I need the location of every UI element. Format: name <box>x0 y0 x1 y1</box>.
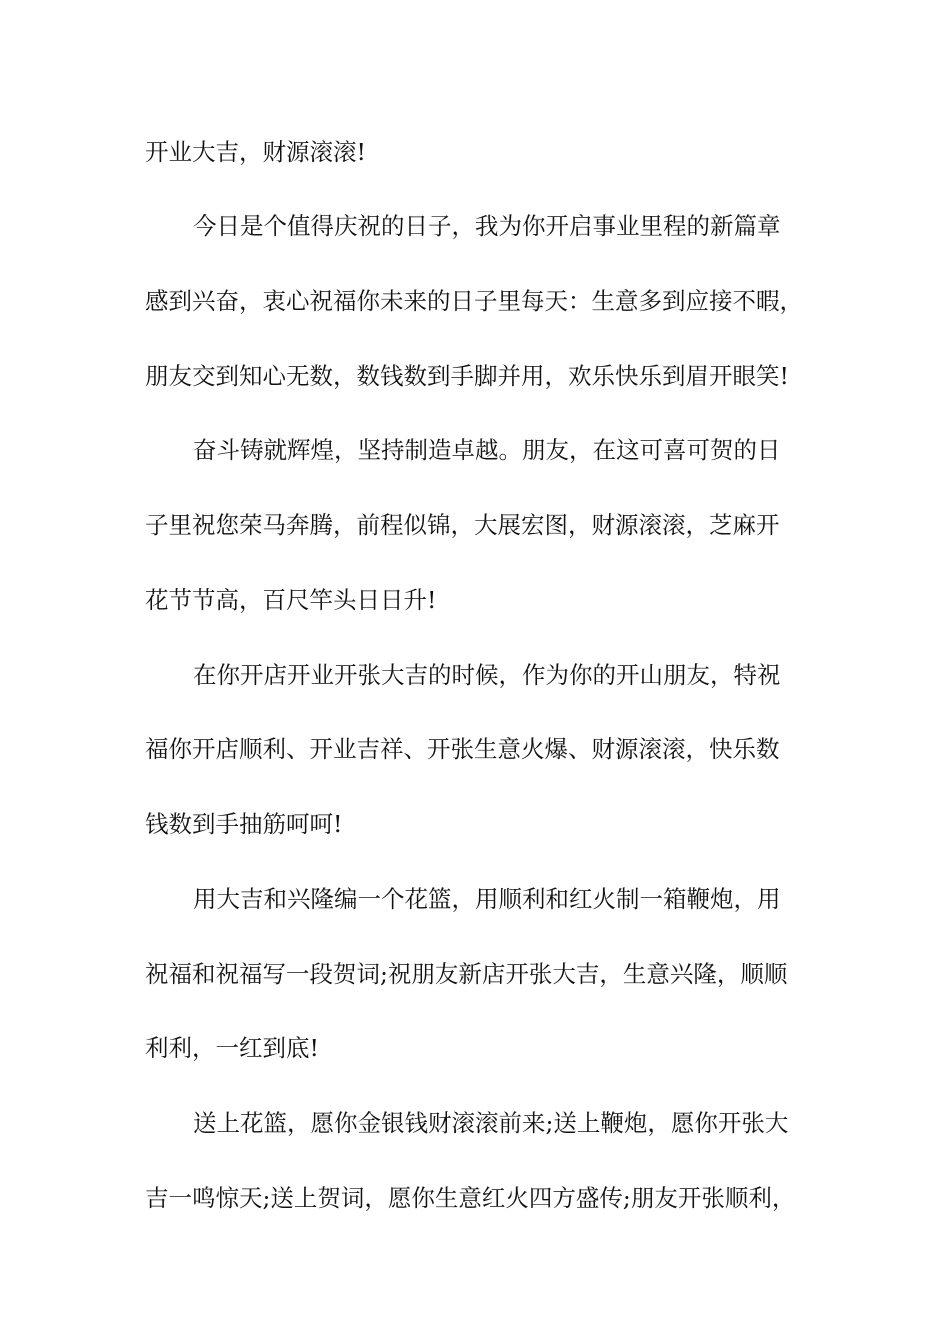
text-line: 感到兴奋，衷心祝福你未来的日子里每天：生意多到应接不暇， <box>145 287 803 315</box>
text-line: 吉一鸣惊天;送上贺词，愿你生意红火四方盛传;朋友开张顺利， <box>145 1184 796 1212</box>
text-line: 福你开店顺利、开业吉祥、开张生意火爆、财源滚滚，快乐数 <box>145 735 780 763</box>
text-line: 花节节高，百尺竿头日日升! <box>145 586 437 614</box>
paragraph-start-line: 在你开店开业开张大吉的时候，作为你的开山朋友，特祝 <box>193 661 781 689</box>
paragraph-start-line: 奋斗铸就辉煌，坚持制造卓越。朋友，在这可喜可贺的日 <box>193 436 781 464</box>
text-line: 祝福和祝福写一段贺词;祝朋友新店开张大吉，生意兴隆，顺顺 <box>145 960 788 988</box>
text-line: 钱数到手抽筋呵呵! <box>145 810 343 838</box>
paragraph-start-line: 用大吉和兴隆编一个花篮，用顺利和红火制一箱鞭炮，用 <box>193 885 781 913</box>
text-line: 子里祝您荣马奔腾，前程似锦，大展宏图，财源滚滚，芝麻开 <box>145 511 780 539</box>
text-line: 朋友交到知心无数，数钱数到手脚并用，欢乐快乐到眉开眼笑! <box>145 362 789 390</box>
text-line: 开业大吉，财源滚滚! <box>145 138 366 166</box>
text-line: 利利，一红到底! <box>145 1034 319 1062</box>
paragraph-start-line: 送上花篮，愿你金银钱财滚滚前来;送上鞭炮，愿你开张大 <box>193 1109 789 1137</box>
paragraph-start-line: 今日是个值得庆祝的日子，我为你开启事业里程的新篇章 <box>193 212 781 240</box>
